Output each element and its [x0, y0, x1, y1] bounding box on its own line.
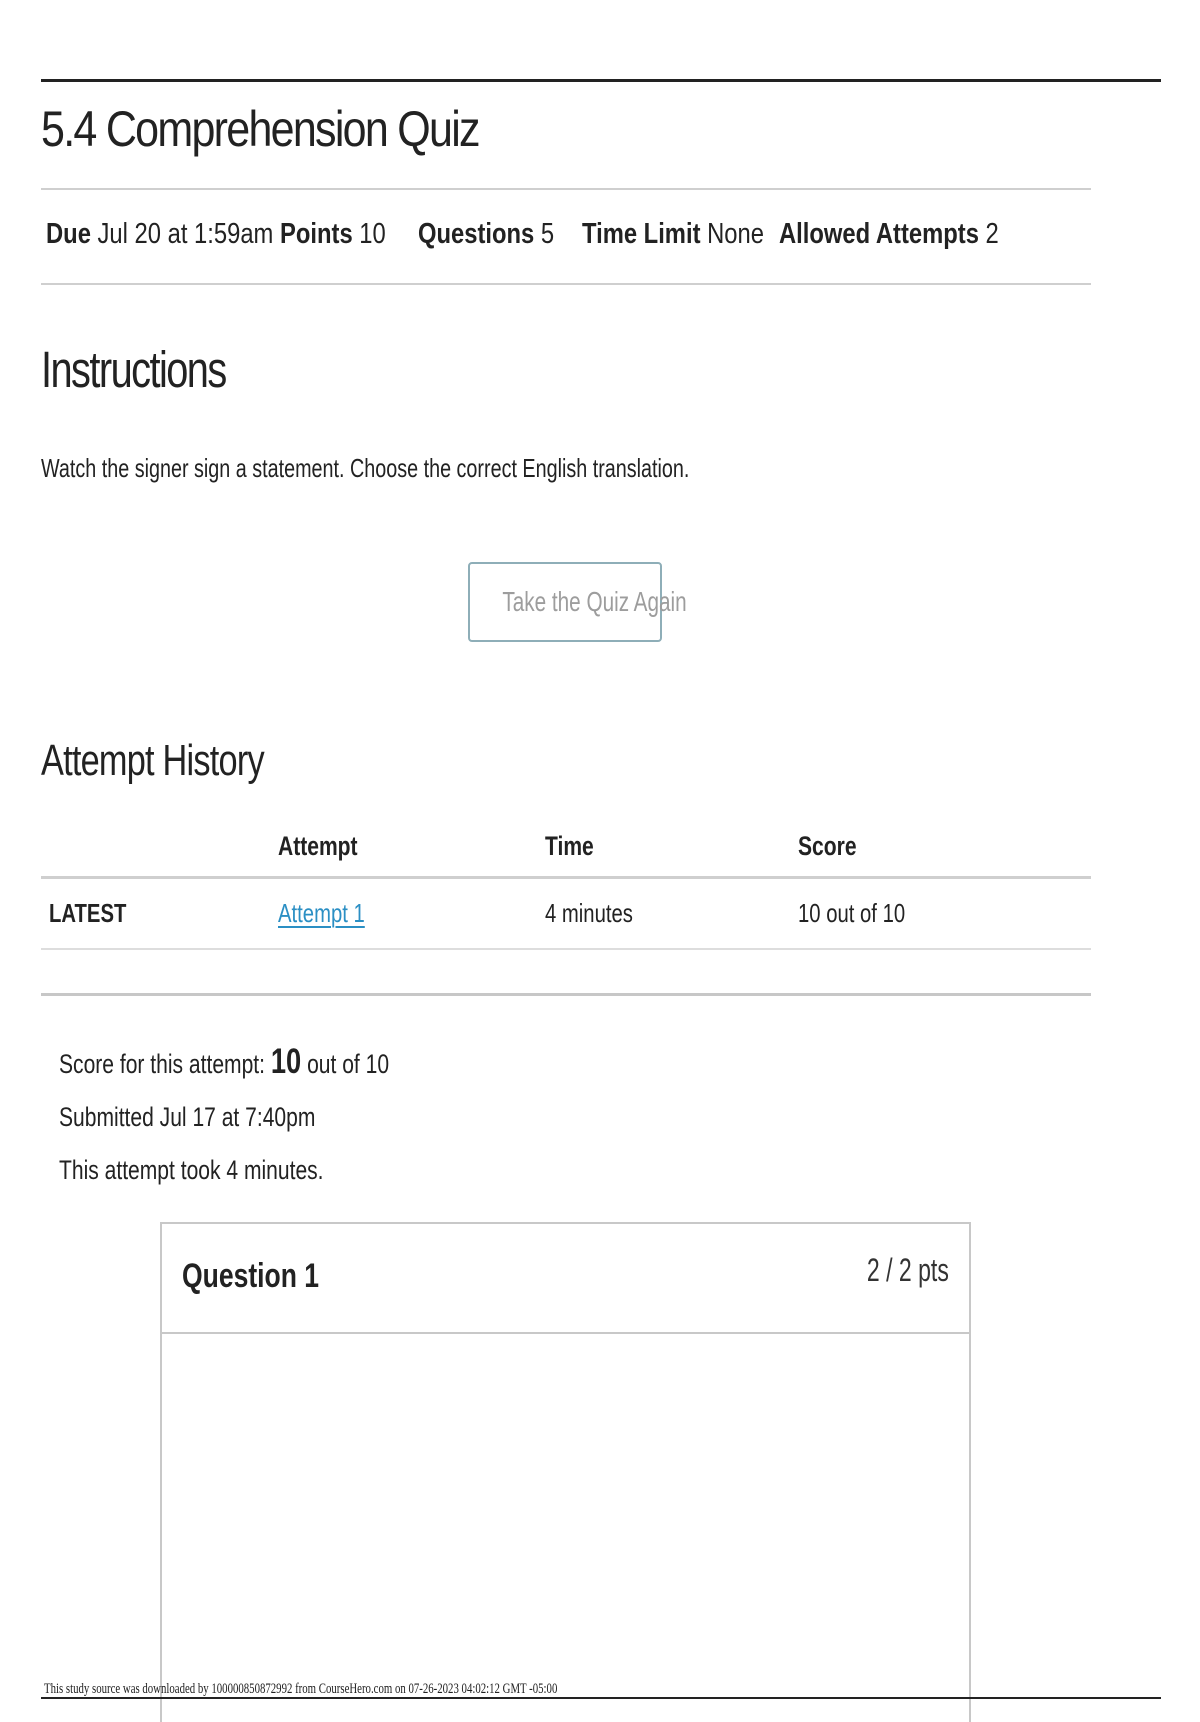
attempt-column-header: Attempt [278, 831, 358, 861]
footer-divider [41, 1697, 1161, 1699]
latest-status-label: LATEST [49, 898, 127, 928]
due-date-meta [46, 209, 273, 259]
attempt-1-link[interactable]: Attempt 1 [278, 898, 365, 928]
questions-meta [418, 209, 554, 259]
points-meta [280, 209, 386, 259]
time-limit-value: None [707, 218, 764, 250]
score-suffix: out of 10 [301, 1049, 390, 1079]
attempt-history-table [41, 816, 1091, 950]
attempt-time-cell: 4 minutes [545, 898, 633, 928]
attempt-score-cell: 10 out of 10 [798, 898, 906, 928]
attempt-score-summary [59, 1035, 389, 1091]
quiz-meta-bottom-divider [41, 283, 1091, 285]
question-card [160, 1222, 971, 1722]
attempt-duration: This attempt took 4 minutes. [59, 1155, 324, 1185]
score-column-header: Score [798, 831, 857, 861]
attempt-history-heading: Attempt History [41, 736, 264, 785]
score-value: 10 [270, 1042, 302, 1081]
allowed-attempts-label: Allowed Attempts [779, 218, 979, 250]
table-row [41, 878, 1091, 950]
quiz-meta-top-divider [41, 188, 1091, 190]
score-prefix: Score for this attempt: [59, 1049, 271, 1079]
allowed-attempts-value: 2 [985, 218, 999, 250]
points-label: Points [280, 218, 353, 250]
time-column-header: Time [545, 831, 594, 861]
attempt-summary [59, 1035, 482, 1197]
instructions-text: Watch the signer sign a statement. Choose the correct English translation. [41, 453, 690, 483]
quiz-meta [41, 209, 1091, 259]
question-header [162, 1224, 969, 1334]
attempt-summary-divider [41, 993, 1091, 996]
take-quiz-again-button[interactable] [468, 562, 687, 642]
time-limit-meta [582, 209, 764, 259]
download-source-footer: This study source was downloaded by 100000850872992 from CourseHero.com on 07-26-2023 04:02:12 GMT -05:00 [44, 1681, 558, 1697]
instructions-heading: Instructions [41, 341, 226, 398]
allowed-attempts-meta [779, 209, 999, 259]
submitted-timestamp: Submitted Jul 17 at 7:40pm [59, 1102, 316, 1132]
attempt-cell [278, 878, 365, 948]
page-title: 5.4 Comprehension Quiz [41, 101, 479, 157]
questions-label: Questions [418, 218, 535, 250]
due-value: Jul 20 at 1:59am [97, 218, 274, 250]
question-points: 2 / 2 pts [867, 1252, 949, 1288]
question-title: Question 1 [182, 1257, 320, 1295]
attempt-history-header-row [41, 816, 1091, 879]
points-value: 10 [359, 218, 386, 250]
time-limit-label: Time Limit [582, 218, 701, 250]
take-quiz-again-label: Take the Quiz Again [502, 586, 687, 617]
questions-value: 5 [540, 218, 555, 250]
due-label: Due [46, 218, 91, 250]
top-divider [41, 79, 1161, 82]
